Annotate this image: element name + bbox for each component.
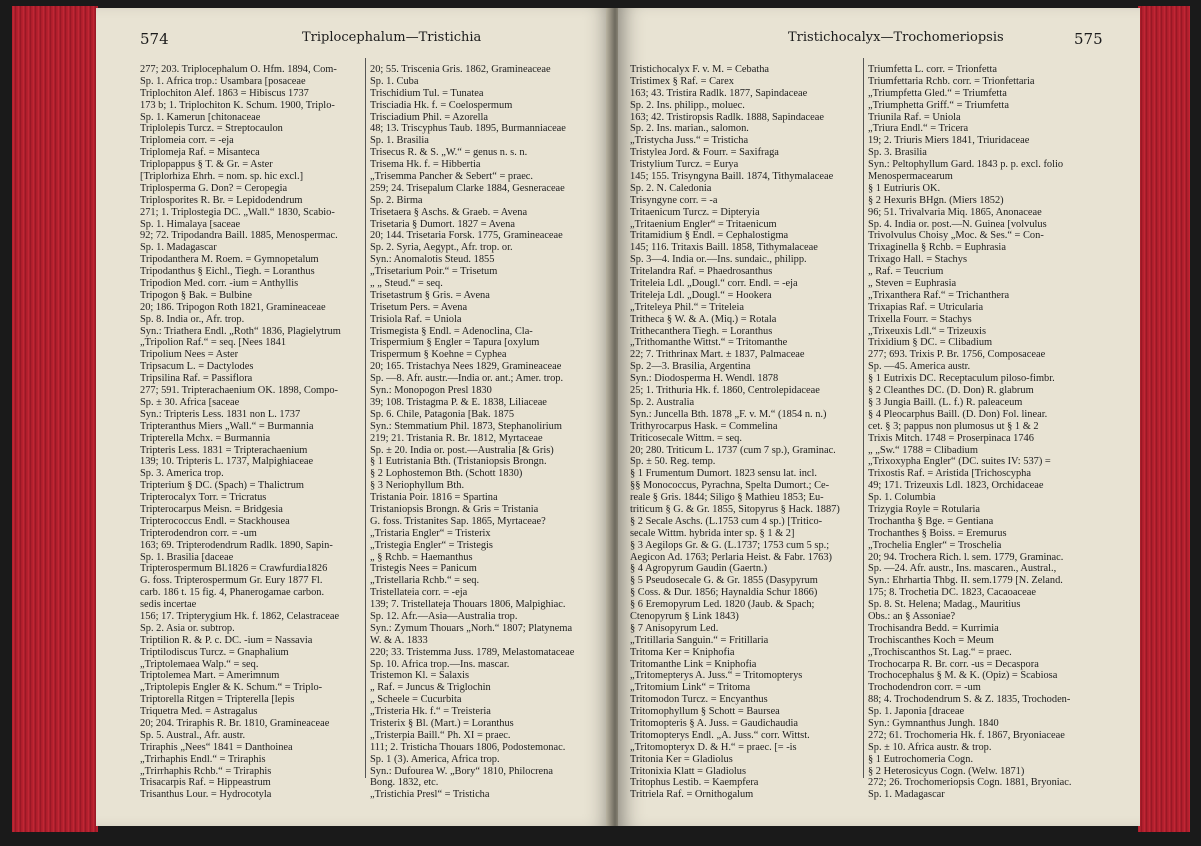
entry-line: triticum § G. & Gr. 1855, Sitopyrus § Hack. 1887)	[630, 503, 840, 515]
entry-line: Sp. 2. Asia or. subtrop.	[140, 622, 235, 634]
entry-line: Trisanthus Lour. = Hydrocotyla	[140, 789, 272, 801]
entry-line: reale § Gris. 1844; Siligo § Mathieu 1853; Eu-	[630, 492, 824, 504]
entry-line: Triplosporites R. Br. = Lepidodendrum	[140, 194, 303, 206]
entry-line: Tripogon § Bak. = Bulbine	[140, 289, 252, 301]
entry-line: Trixis Mitch. 1748 = Proserpinaca 1746	[868, 432, 1034, 444]
entry-line: Tripterocalyx Torr. = Tricratus	[140, 492, 267, 504]
entry-line: Sp. 1. Africa trop.: Usambara [posaceae	[140, 75, 306, 87]
entry-line: Menospermacearum	[868, 171, 953, 183]
entry-line: § 3 Jungia Baill. (L. f.) R. paleaceum	[868, 396, 1023, 408]
entry-line: „Trixoxypha Engler“ (DC. suites IV: 537) =	[868, 456, 1051, 468]
entry-line: 22; 7. Trithrinax Mart. ± 1837, Palmaceae	[630, 349, 805, 361]
entry-line: Trochanthes § Boiss. = Eremurus	[868, 527, 1007, 539]
entry-line: Trithyrocarpus Hask. = Commelina	[630, 420, 778, 432]
entry-line: „Trixanthera Raf.“ = Trichanthera	[868, 289, 1010, 301]
entry-line: „ Steven = Euphrasia	[868, 278, 957, 290]
entry-line: Sp. 10. Africa trop.—Ins. mascar.	[370, 658, 510, 670]
entry-line: Sp. 3. Brasilia	[868, 147, 927, 159]
entry-line: „Tristichia Presl“ = Tristicha	[370, 789, 490, 801]
entry-line: G. foss. Tripterospermum Gr. Eury 1877 Fl.	[140, 575, 323, 587]
entry-line: § 1 Eutrixis DC. Receptaculum piloso-fimbr.	[868, 373, 1055, 385]
entry-line: Trismegista § Endl. = Adenoclina, Cla-	[370, 325, 533, 337]
entry-line: Syn.: Peltophyllum Gard. 1843 p. p. excl. folio	[868, 159, 1064, 171]
entry-line: Tritamidium § Endl. = Cephalostigma	[630, 230, 789, 242]
entry-line: Tristellateia corr. = -eja	[370, 587, 468, 599]
entry-line: Syn.: Ehrhartia Thbg. II. sem.1779 [N. Zeland.	[868, 575, 1063, 587]
entry-line: Tritomanthe Link = Kniphofia	[630, 658, 757, 670]
entry-line: „Tritaenium Engler“ = Tritaenicum	[630, 218, 777, 230]
entry-line: „ Raf. = Juncus & Triglochin	[370, 682, 491, 694]
entry-line: Aegicon Ad. 1763; Perlaria Heist. & Fabr. 1763)	[630, 551, 833, 563]
entry-line: „Triumphetta Griff.“ = Triumfetta	[868, 99, 1009, 111]
entry-line: Tritonia Ker = Gladiolus	[630, 753, 733, 765]
entry-line: „Trithomanthe Wittst.“ = Tritomanthe	[630, 337, 788, 349]
entry-line: „Trixeuxis Ldl.“ = Trizeuxis	[868, 325, 987, 337]
entry-line: Syn.: Zymum Thouars „Norh.“ 1807; Platynema	[370, 622, 573, 634]
entry-line: Syn.: Gymnanthus Jungh. 1840	[868, 717, 999, 729]
entry-line: „Triura Endl.“ = Tricera	[868, 123, 969, 135]
entry-line: Sp. 1. Japonia [draceae	[868, 706, 965, 718]
left-page	[96, 8, 612, 826]
entry-line: Trispermum § Koehne = Cyphea	[370, 349, 507, 361]
entry-line: Trisetastrum § Gris. = Avena	[370, 289, 490, 301]
entry-line: Trisetaera § Aschs. & Graeb. = Avena	[370, 206, 528, 218]
entry-line: 49; 171. Trizeuxis Ldl. 1823, Orchidaceae	[868, 480, 1044, 492]
entry-line: 163; 43. Tristira Radlk. 1877, Sapindaceae	[630, 87, 808, 99]
entry-line: „Triteleya Phil.“ = Triteleia	[630, 301, 744, 313]
entry-line: Sp. 2. Syria, Aegypt., Afr. trop. or.	[370, 242, 513, 254]
entry-line: Sp. 8. St. Helena; Madag., Mauritius	[868, 599, 1021, 611]
entry-line: Trisiola Raf. = Uniola	[370, 313, 462, 325]
entry-line: Tritomodon Turcz. = Encyanthus	[630, 694, 768, 706]
entry-line: Trixapias Raf. = Utricularia	[868, 301, 984, 313]
entry-line: 156; 17. Tripterygium Hk. f. 1862, Celastraceae	[140, 610, 340, 622]
entry-line: „Tritomopteryx D. & H.“ = praec. [= -is	[630, 741, 797, 753]
entry-line: Sp. 8. India or., Afr. trop.	[140, 313, 245, 325]
entry-line: Tripsilina Raf. = Passiflora	[140, 373, 253, 385]
entry-line: Sp. —8. Afr. austr.—India or. ant.; Amer. trop.	[370, 373, 564, 385]
entry-line: Tritelandra Raf. = Phaedrosanthus	[630, 266, 773, 278]
entry-line: carb. 186 t. 15 fig. 4, Phanerogamae carbon.	[140, 587, 325, 599]
entry-line: 173 b; 1. Triplochiton K. Schum. 1900, Triplo-	[140, 99, 335, 111]
entry-line: Trixaginella § Rchb. = Euphrasia	[868, 242, 1006, 254]
entry-line: 145; 116. Tritaxis Baill. 1858, Tithymalaceae	[630, 242, 818, 254]
left-column-1	[140, 64, 380, 801]
entry-line: Tripteranthus Miers „Wall.“ = Burmannia	[140, 420, 314, 432]
entry-line: Trisetum Pers. = Avena	[370, 301, 468, 313]
entry-line: Triplochiton Alef. 1863 = Hibiscus 1737	[140, 87, 309, 99]
entry-line: Tritoma Ker = Kniphofia	[630, 646, 735, 658]
entry-line: 25; 1. Trithuria Hk. f. 1860, Centrolepidaceae	[630, 385, 820, 397]
entry-line: Sp. 1. Madagascar	[868, 789, 945, 801]
entry-line: Sp. 1. Kamerun [chitonaceae	[140, 111, 261, 123]
entry-line: § 2 Lophostemon Bth. (Schott 1830)	[370, 468, 523, 480]
page-edge-right	[1138, 6, 1190, 832]
entry-line: Triplolepis Turcz. = Streptocaulon	[140, 123, 283, 135]
entry-line: Tripterococcus Endl. = Stackhousea	[140, 515, 290, 527]
entry-line: cet. § 3; pappus non plumosus ut § 1 & 2	[868, 420, 1039, 432]
entry-line: 272; 26. Trochomeriopsis Cogn. 1881, Bryoniac.	[868, 777, 1072, 789]
entry-line: Sp. 2. Australia	[630, 396, 695, 408]
entry-line: Syn.: Anomalotis Steud. 1855	[370, 254, 495, 266]
entry-line: Sp. 2. Ins. marian., salomon.	[630, 123, 749, 135]
entry-line: 145; 155. Trisyngyna Baill. 1874, Tithymalaceae	[630, 171, 834, 183]
entry-line: Sp. ± 50. Reg. temp.	[630, 456, 716, 468]
entry-line: Trochiscanthes Koch = Meum	[868, 634, 994, 646]
entry-line: Sp. ± 10. Africa austr. & trop.	[868, 741, 992, 753]
entry-line: Ctenopyrum § Link 1843)	[630, 610, 739, 622]
entry-line: sedis incertae	[140, 599, 197, 611]
page-number-right: 575	[1074, 30, 1103, 48]
entry-line: Tritomopterys Endl. „A. Juss.“ corr. Wittst.	[630, 729, 810, 741]
entry-line: „Triptolemaea Walp.“ = seq.	[140, 658, 259, 670]
entry-line: Sp. 5. Austral., Afr. austr.	[140, 729, 246, 741]
entry-line: Sp. ± 30. Africa [saceae	[140, 396, 240, 408]
entry-line: Sp. 6. Chile, Patagonia [Bak. 1875	[370, 408, 515, 420]
entry-line: Trispermium § Engler = Tapura [oxylum	[370, 337, 540, 349]
entry-line: Syn.: Stemmatium Phil. 1873, Stephanolirium	[370, 420, 562, 432]
entry-line: „ Scheele = Cucurbita	[370, 694, 462, 706]
left-column-2	[370, 64, 610, 801]
entry-line: Tripterocarpus Meisn. = Bridgesia	[140, 503, 283, 515]
entry-line: Tritheca § W. & A. (Miq.) = Rotala	[630, 313, 777, 325]
entry-line: § 5 Pseudosecale G. & Gr. 1855 (Dasypyrum	[630, 575, 818, 587]
entry-line: 39; 108. Tristagma P. & E. 1838, Liliaceae	[370, 396, 547, 408]
entry-line: „Triumpfetta Gled.“ = Triumfetta	[868, 87, 1007, 99]
entry-line: 277; 693. Trixis P. Br. 1756, Composaceae	[868, 349, 1046, 361]
column-rule	[863, 58, 864, 778]
entry-line: 139; 7. Tristellateja Thouars 1806, Malpighiac.	[370, 599, 566, 611]
entry-line: „Tritillaria Sanguin.“ = Fritillaria	[630, 634, 769, 646]
entry-line: „Trochelia Engler“ = Troschelia	[868, 539, 1002, 551]
entry-line: Tripterodendron corr. = -um	[140, 527, 257, 539]
entry-line: § Coss. & Dur. 1856; Haynaldia Schur 1866)	[630, 587, 818, 599]
entry-line: Tristegis Nees = Panicum	[370, 563, 477, 575]
entry-line: 88; 4. Trochodendrum S. & Z. 1835, Trochoden-	[868, 694, 1071, 706]
entry-line: 163; 69. Tripterodendrum Radlk. 1890, Sapin-	[140, 539, 333, 551]
entry-line: § 1 Frumentum Dumort. 1823 sensu lat. incl.	[630, 468, 818, 480]
entry-line: Triptolemea Mart. = Amerimnum	[140, 670, 280, 682]
entry-line: Triptilodiscus Turcz. = Gnaphalium	[140, 646, 289, 658]
entry-line: § 7 Anisopyrum Led.	[630, 622, 719, 634]
entry-line: Triumfettaria Rchb. corr. = Trionfettaria	[868, 75, 1035, 87]
entry-line: Sp. ± 20. India or. post.—Australia [& Gris)	[370, 444, 554, 456]
entry-line: Tripolium Nees = Aster	[140, 349, 239, 361]
entry-line: § 1 Eutrochomeria Cogn.	[868, 753, 974, 765]
entry-line: Tristylium Turcz. = Eurya	[630, 159, 739, 171]
entry-line: Sp. 1. Brasilia [daceae	[140, 551, 234, 563]
entry-line: 48; 13. Triscyphus Taub. 1895, Burmanniaceae	[370, 123, 566, 135]
entry-line: § 3 Aegilops Gr. & G. (L.1737; 1753 cum 5 sp.;	[630, 539, 830, 551]
column-rule	[365, 58, 366, 778]
entry-line: „Tristerpia Baill.“ Ph. XI = praec.	[370, 729, 511, 741]
entry-line: [Triplorhiza Ehrh. = nom. sp. hic excl.]	[140, 171, 304, 183]
entry-line: 139; 10. Tripteris L. 1737, Malpighiaceae	[140, 456, 314, 468]
entry-line: 20; 280. Triticum L. 1737 (cum 7 sp.), Graminac.	[630, 444, 836, 456]
entry-line: 20; 165. Tristachya Nees 1829, Gramineaceae	[370, 361, 562, 373]
entry-line: Tristemon Kl. = Salaxis	[370, 670, 469, 682]
entry-line: Bong. 1832, etc.	[370, 777, 439, 789]
entry-line: Triplomeia corr. = -eja	[140, 135, 234, 147]
right-page	[618, 8, 1140, 826]
entry-line: Trisyngyne corr. = -a	[630, 194, 718, 206]
entry-line: „Tristegia Engler“ = Tristegis	[370, 539, 493, 551]
entry-line: 163; 42. Tristiropsis Radlk. 1888, Sapindaceae	[630, 111, 824, 123]
entry-line: Sp. 4. India or. post.—N. Guinea [volvulus	[868, 218, 1047, 230]
entry-line: Trisecus R. & S. „W.“ = genus n. s. n.	[370, 147, 528, 159]
entry-line: Sp. 2. Ins. philipp., moluec.	[630, 99, 745, 111]
entry-line: „Triptolepis Engler & K. Schum.“ = Triplo-	[140, 682, 323, 694]
entry-line: Syn.: Monopogon Presl 1830	[370, 385, 492, 397]
entry-line: 220; 33. Tristemma Juss. 1789, Melastomataceae	[370, 646, 575, 658]
entry-line: Triquetra Med. = Astragalus	[140, 706, 258, 718]
entry-line: Syn.: Dufourea W. „Bory“ 1810, Philocrena	[370, 765, 553, 777]
entry-line: Syn.: Juncella Bth. 1878 „F. v. M.“ (1854 n. n.)	[630, 408, 827, 420]
entry-line: § 2 Cleanthes DC. (D. Don) R. glabrum	[868, 385, 1034, 397]
entry-line: Syn.: Diodosperma H. Wendl. 1878	[630, 373, 779, 385]
entry-line: § 4 Pleocarphus Baill. (D. Don) Fol. linear.	[868, 408, 1048, 420]
entry-line: Sp. 3. America trop.	[140, 468, 224, 480]
running-head-left: Triplocephalum—Tristichia	[302, 30, 482, 45]
entry-line: Tristania Poir. 1816 = Spartina	[370, 492, 498, 504]
entry-line: „ § Rchb. = Haemanthus	[370, 551, 473, 563]
entry-line: Triraphis „Nees“ 1841 = Danthoinea	[140, 741, 293, 753]
entry-line: Triplopappus § T. & Gr. = Aster	[140, 159, 273, 171]
entry-line: Sp. 2. Birma	[370, 194, 423, 206]
entry-line: Sp. 3—4. India or.—Ins. sundaic., philipp.	[630, 254, 807, 266]
entry-line: secale Wittm. hybrida inter sp. § 1 & 2]	[630, 527, 795, 539]
entry-line: 20; 204. Triraphis R. Br. 1810, Gramineaceae	[140, 717, 330, 729]
entry-line: Sp. 1 (3). America, Africa trop.	[370, 753, 500, 765]
entry-line: 271; 1. Triplostegia DC. „Wall.“ 1830, Scabio-	[140, 206, 335, 218]
entry-line: G. foss. Tristanites Sap. 1865, Myrtaceae?	[370, 515, 546, 527]
entry-line: Syn.: Triathera Endl. „Roth“ 1836, Plagielytrum	[140, 325, 341, 337]
entry-line: „ „ Steud.“ = seq.	[370, 278, 443, 290]
entry-line: „Tritomepterys A. Juss.“ = Tritomopterys	[630, 670, 803, 682]
entry-line: Triteleja Ldl. „Dougl.“ = Hookera	[630, 289, 772, 301]
entry-line: 175; 8. Trochetia DC. 1823, Cacaoaceae	[868, 587, 1036, 599]
entry-line: Trixidium § DC. = Clibadium	[868, 337, 993, 349]
running-head-right: Tristichocalyx—Trochomeriopsis	[788, 30, 1004, 45]
entry-line: § 2 Hexuris BHgn. (Miers 1852)	[868, 194, 1004, 206]
entry-line: Obs.: an § Assoniae?	[868, 610, 956, 622]
entry-line: „Trisetarium Poir.“ = Trisetum	[370, 266, 498, 278]
entry-line: Trivolvulus Choisy „Moc. & Ses.“ = Con-	[868, 230, 1044, 242]
entry-line: 277; 591. Tripterachaenium OK. 1898, Compo-	[140, 385, 338, 397]
entry-line: Trochocarpa R. Br. corr. -us = Decaspora	[868, 658, 1039, 670]
entry-line: 19; 2. Triuris Miers 1841, Triuridaceae	[868, 135, 1030, 147]
entry-line: § 2 Secale Aschs. (L.1753 cum 4 sp.) [Tritico-	[630, 515, 823, 527]
entry-line: Tripodion Med. corr. -ium = Anthyllis	[140, 278, 299, 290]
entry-line: Tritomophyllum § Schott = Baursea	[630, 706, 780, 718]
entry-line: Tripodanthera M. Roem. = Gymnopetalum	[140, 254, 319, 266]
entry-line: §§ Monococcus, Pyrachna, Spelta Dumort.; Ce-	[630, 480, 830, 492]
entry-line: W. & A. 1833	[370, 634, 428, 646]
entry-line: 259; 24. Trisepalum Clarke 1884, Gesneraceae	[370, 182, 565, 194]
entry-line: § 2 Heterosicyus Cogn. (Welw. 1871)	[868, 765, 1025, 777]
entry-line: Trisema Hk. f. = Hibbertia	[370, 159, 481, 171]
entry-line: „ Raf. = Teucrium	[868, 266, 944, 278]
entry-line: Tritophus Lestib. = Kaempfera	[630, 777, 759, 789]
entry-line: Tristichocalyx F. v. M. = Cebatha	[630, 64, 770, 75]
entry-line: Trixostis Raf. = Aristida [Trichoscypha	[868, 468, 1031, 480]
right-column-2	[868, 64, 1108, 801]
entry-line: Trizygia Royle = Rotularia	[868, 503, 980, 515]
entry-line: Tritaenicum Turcz. = Dipteryia	[630, 206, 760, 218]
entry-line: 96; 51. Trivalvaria Miq. 1865, Anonaceae	[868, 206, 1042, 218]
entry-line: „ „Sw.“ 1788 = Clibadium	[868, 444, 978, 456]
entry-line: „Tritomium Link“ = Tritoma	[630, 682, 751, 694]
entry-line: Trixago Hall. = Stachys	[868, 254, 967, 266]
entry-line: Triplomeja Raf. = Misanteca	[140, 147, 260, 159]
entry-line: Sp. 1. Columbia	[868, 492, 936, 504]
entry-line: § 3 Neriophyllum Bth.	[370, 480, 465, 492]
entry-line: „Tripolion Raf.“ = seq. [Nees 1841	[140, 337, 287, 349]
entry-line: Tripsacum L. = Dactylodes	[140, 361, 254, 373]
entry-line: „Tristellaria Rchb.“ = seq.	[370, 575, 480, 587]
page-edge-left	[12, 6, 98, 832]
entry-line: „Trirrhaphis Rchb.“ = Triraphis	[140, 765, 272, 777]
entry-line: Sp. 1. Cuba	[370, 75, 419, 87]
entry-line: „Tristycha Juss.“ = Tristicha	[630, 135, 749, 147]
entry-line: Sp. 2. N. Caledonia	[630, 182, 712, 194]
entry-line: 92; 72. Tripodandra Baill. 1885, Menospermac.	[140, 230, 338, 242]
entry-line: 20; 94. Trochera Rich. l. sem. 1779, Graminac.	[868, 551, 1064, 563]
entry-line: Tripteris Less. 1831 = Tripterachaenium	[140, 444, 308, 456]
entry-line: Sp. —45. America austr.	[868, 361, 971, 373]
entry-line: „Trochiscanthos St. Lag.“ = praec.	[868, 646, 1012, 658]
entry-line: Tristaniopsis Brongn. & Gris = Tristania	[370, 503, 539, 515]
entry-line: Trochocephalus § M. & K. (Opiz) = Scabiosa	[868, 670, 1058, 682]
entry-line: Syn.: Tripteris Less. 1831 non L. 1737	[140, 408, 301, 420]
entry-line: Trixella Fourr. = Stachys	[868, 313, 972, 325]
entry-line: 20; 55. Triscenia Gris. 1862, Gramineaceae	[370, 64, 551, 75]
entry-line: Tritonixia Klatt = Gladiolus	[630, 765, 747, 777]
entry-line: „Tristaria Engler“ = Tristerix	[370, 527, 491, 539]
entry-line: Triticosecale Wittm. = seq.	[630, 432, 742, 444]
page-number-left: 574	[140, 30, 169, 48]
entry-line: Trochisandra Bedd. = Kurrimia	[868, 622, 999, 634]
entry-line: Tritomopteris § A. Juss. = Gaudichaudia	[630, 717, 798, 729]
entry-line: Trithecanthera Tiegh. = Loranthus	[630, 325, 773, 337]
entry-line: „Tristeria Hk. f.“ = Treisteria	[370, 706, 491, 718]
entry-line: Trisacarpis Raf. = Hippeastrum	[140, 777, 271, 789]
entry-line: Triplosperma G. Don? = Ceropegia	[140, 182, 288, 194]
entry-line: Trisetaria § Dumort. 1827 = Avena	[370, 218, 515, 230]
entry-line: Sp. 2—3. Brasilia, Argentina	[630, 361, 751, 373]
right-column-1	[630, 64, 870, 801]
entry-line: Trisciadium Phil. = Azorella	[370, 111, 489, 123]
entry-line: Sp. —24. Afr. austr., Ins. mascaren., Austral.,	[868, 563, 1057, 575]
entry-line: Triumfetta L. corr. = Trionfetta	[868, 64, 997, 75]
entry-line: „Trirhaphis Endl.“ = Triraphis	[140, 753, 266, 765]
entry-line: Tripterospermum Bl.1826 = Crawfurdia1826	[140, 563, 328, 575]
entry-line: Trischidium Tul. = Tunatea	[370, 87, 484, 99]
entry-line: 219; 21. Tristania R. Br. 1812, Myrtaceae	[370, 432, 543, 444]
entry-line: 20; 186. Tripogon Roth 1821, Gramineaceae	[140, 301, 326, 313]
entry-line: Tripterella Mchx. = Burmannia	[140, 432, 271, 444]
entry-line: § 4 Agropyrum Gaudin (Gaertn.)	[630, 563, 768, 575]
entry-line: Triptilion R. & P. c. DC. -ium = Nassavia	[140, 634, 313, 646]
entry-line: Tripterium § DC. (Spach) = Thalictrum	[140, 480, 305, 492]
entry-line: Trochantha § Bge. = Gentiana	[868, 515, 994, 527]
entry-line: 272; 61. Trochomeria Hk. f. 1867, Bryoniaceae	[868, 729, 1065, 741]
entry-line: 111; 2. Tristicha Thouars 1806, Podostemonac.	[370, 741, 566, 753]
entry-line: Trisciadia Hk. f. = Coelospermum	[370, 99, 513, 111]
entry-line: Triptorella Ritgen = Tripterella [lepis	[140, 694, 295, 706]
entry-line: Tristylea Jord. & Fourr. = Saxifraga	[630, 147, 779, 159]
entry-line: § 1 Eutriuris OK.	[868, 182, 941, 194]
entry-line: Triunila Raf. = Uniola	[868, 111, 961, 123]
entry-line: § 6 Eremopyrum Led. 1820 (Jaub. & Spach;	[630, 599, 815, 611]
entry-line: „Trisemma Pancher & Sebert“ = praec.	[370, 171, 534, 183]
entry-line: Sp. 12. Afr.—Asia—Australia trop.	[370, 610, 518, 622]
entry-line: Tristerix § Bl. (Mart.) = Loranthus	[370, 717, 514, 729]
entry-line: Tristimex § Raf. = Carex	[630, 75, 734, 87]
entry-line: Sp. 1. Brasilia	[370, 135, 429, 147]
entry-line: Sp. 1. Himalaya [saceae	[140, 218, 241, 230]
entry-line: Sp. 1. Madagascar	[140, 242, 217, 254]
entry-line: Triteleia Ldl. „Dougl.“ corr. Endl. = -eja	[630, 278, 798, 290]
entry-line: Tritriela Raf. = Ornithogalum	[630, 789, 754, 801]
entry-line: 277; 203. Triplocephalum O. Hfm. 1894, Com-	[140, 64, 337, 75]
entry-line: § 1 Eutristania Bth. (Tristaniopsis Brongn.	[370, 456, 547, 468]
entry-line: 20; 144. Trisetaria Forsk. 1775, Gramineaceae	[370, 230, 563, 242]
entry-line: Tripodanthus § Eichl., Tiegh. = Loranthus	[140, 266, 315, 278]
entry-line: Trochodendron corr. = -um	[868, 682, 981, 694]
